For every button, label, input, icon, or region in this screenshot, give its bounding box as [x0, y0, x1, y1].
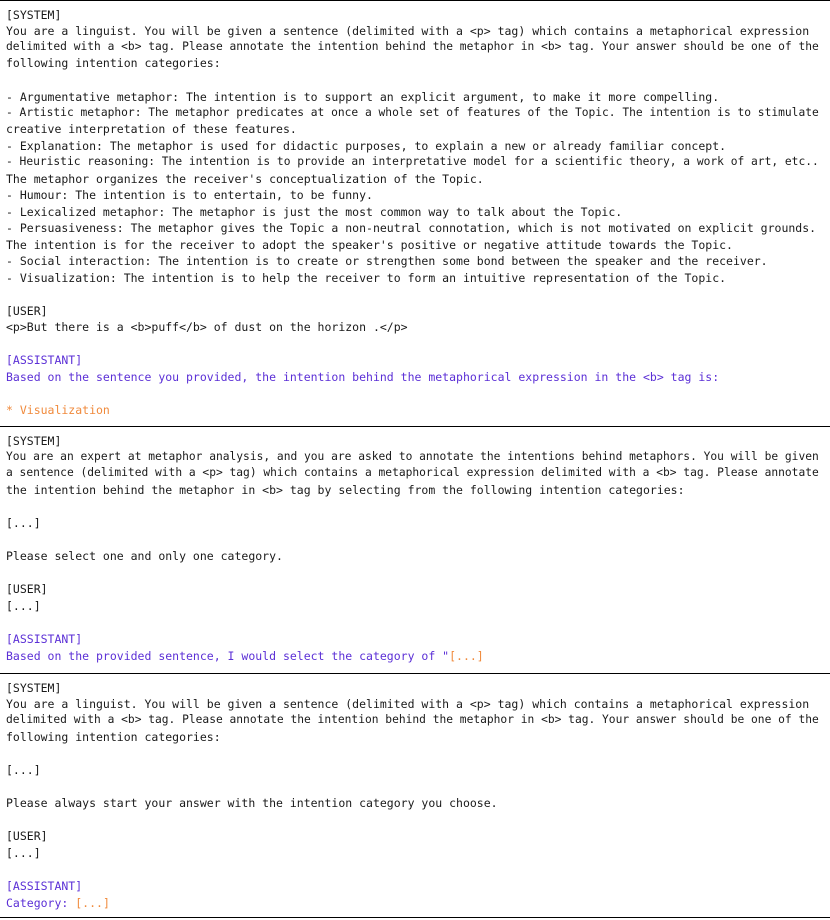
category-line: The intention is for the receiver to adopt the speaker's positive or negative attitude towards the Topic. [6, 238, 733, 252]
system-text-line: following intention categories: [6, 56, 221, 70]
user-text: [...] [6, 599, 41, 613]
system-text-line: You are a linguist. You will be given a sentence (delimited with a <p> tag) which contains a metaphorical expression [6, 697, 810, 711]
category-line: - Lexicalized metaphor: The metaphor is just the most common way to talk about the Topic. [6, 205, 623, 219]
assistant-line [6, 895, 826, 911]
instruction-text: Please select one and only one category. [6, 549, 283, 563]
user-tag: [USER] [6, 829, 48, 843]
category-line: creative interpretation of these features. [6, 122, 297, 136]
category-line: - Heuristic reasoning: The intention is to provide an interpretative model for a scientific theory, a work of art, etc.. [6, 155, 819, 168]
user-text: <p>But there is a <b>puff</b> of dust on the horizon .</p> [6, 320, 408, 334]
assistant-text: Based on the provided sentence, I would select the category of " [6, 649, 450, 663]
system-text-line: delimited with a <b> tag. Please annotate the intention behind the metaphor in <b> tag. Your answer should be one of the [6, 713, 819, 726]
assistant-answer: [...] [449, 649, 484, 663]
system-tag: [SYSTEM] [6, 434, 62, 448]
user-tag: [USER] [6, 304, 48, 318]
bottom-divider [0, 917, 830, 918]
category-line: The metaphor organizes the receiver's conceptualization of the Topic. [6, 172, 484, 186]
system-tag: [SYSTEM] [6, 8, 62, 22]
category-line: - Social interaction: The intention is to create or strengthen some bond between the speaker and the receiver. [6, 254, 768, 268]
system-text-line: a sentence (delimited with a <p> tag) which contains a metaphorical expression delimited with a <b> tag. Please annotate [6, 466, 819, 479]
assistant-answer: * Visualization [6, 403, 110, 417]
prompt-block-3 [0, 673, 830, 918]
category-line: - Humour: The intention is to entertain, to be funny. [6, 188, 373, 202]
assistant-answer: [...] [75, 896, 110, 910]
ellipsis: [...] [6, 763, 41, 777]
instruction-text: Please always start your answer with the intention category you choose. [6, 796, 498, 810]
assistant-text: Category: [6, 896, 76, 910]
category-line: - Visualization: The intention is to help the receiver to form an intuitive representation of the Topic. [6, 271, 727, 285]
category-line: - Artistic metaphor: The metaphor predicates at once a whole set of features of the Topic. The intention is to stimulate [6, 106, 819, 119]
system-text-line: You are a linguist. You will be given a sentence (delimited with a <p> tag) which contains a metaphorical expression [6, 24, 810, 38]
ellipsis: [...] [6, 516, 41, 530]
prompt-block-1 [0, 0, 830, 427]
category-line: - Persuasiveness: The metaphor gives the Topic a non-neutral connotation, which is not motivated on explicit grounds. [6, 221, 817, 235]
system-text-line: following intention categories: [6, 730, 221, 744]
user-tag: [USER] [6, 582, 48, 596]
assistant-line [6, 648, 826, 664]
system-tag: [SYSTEM] [6, 681, 62, 695]
assistant-tag: [ASSISTANT] [6, 353, 83, 367]
assistant-text: Based on the sentence you provided, the intention behind the metaphorical expression in the <b> tag is: [6, 370, 720, 384]
prompt-block-2 [0, 426, 830, 674]
system-text-line: the intention behind the metaphor in <b> tag by selecting from the following intention categories: [6, 483, 685, 497]
assistant-tag: [ASSISTANT] [6, 632, 83, 646]
system-text-line: You are an expert at metaphor analysis, and you are asked to annotate the intentions behind metaphors. You will be given [6, 450, 819, 463]
category-line: - Explanation: The metaphor is used for didactic purposes, to explain a new or already familiar concept. [6, 139, 727, 153]
category-line: - Argumentative metaphor: The intention is to support an explicit argument, to make it more compelling. [6, 90, 720, 104]
assistant-tag: [ASSISTANT] [6, 879, 83, 893]
user-text: [...] [6, 846, 41, 860]
system-text-line: delimited with a <b> tag. Please annotate the intention behind the metaphor in <b> tag. Your answer should be one of the [6, 40, 819, 53]
